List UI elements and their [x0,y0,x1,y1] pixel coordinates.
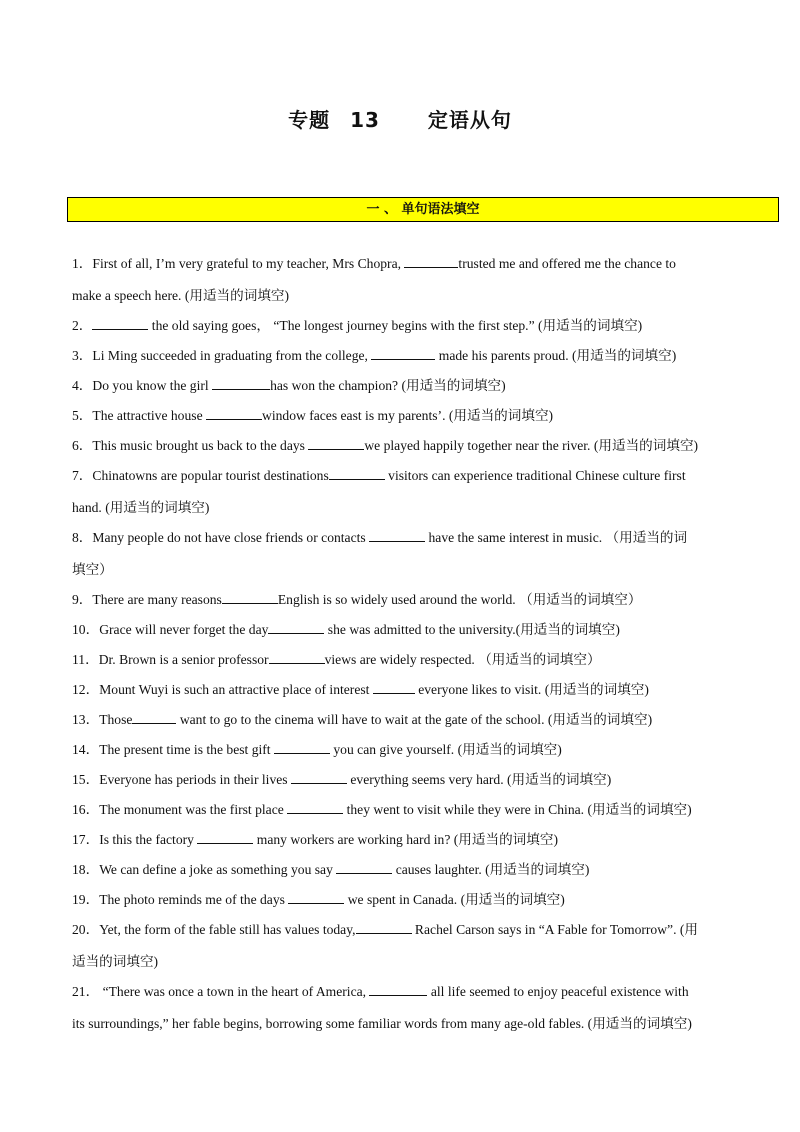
question-item [72,341,732,371]
question-text-after: all life seemed to enjoy peaceful existence with [427,984,689,999]
question-text-after: everyone likes to visit. (用适当的词填空) [414,682,649,697]
question-text-before: Many people do not have close friends or contacts [92,530,370,545]
question-text-before: Yet, the form of the fable still has values today, [99,922,356,937]
question-text-after: many workers are working hard in? (用适当的词填空) [253,832,558,847]
question-text-after: views are widely respected. （用适当的词填空） [324,652,601,667]
question-text-before: The attractive house [92,408,206,423]
question-text-before: This music brought us back to the days [92,438,309,453]
answer-blank[interactable] [369,983,427,996]
question-text-continued: hand. (用适当的词填空) [72,500,210,515]
question-number: 7． [72,468,93,483]
question-text-before: Mount Wuyi is such an attractive place of interest [99,682,373,697]
question-text-before: Do you know the girl [92,378,213,393]
page-title [0,104,800,133]
question-item [72,795,732,825]
question-item [72,311,732,341]
question-item [72,371,732,401]
question-item [72,461,732,523]
question-text-after: causes laughter. (用适当的词填空) [392,862,590,877]
answer-blank[interactable] [197,831,253,844]
question-text-continued: its surroundings,” her fable begins, borrowing some familiar words from many age-old fables. (用适当的词填空) [72,1016,692,1031]
question-text-after: have the same interest in music. （用适当的词 [425,530,688,545]
question-text-before: First of all, I’m very grateful to my teacher, Mrs Chopra, [92,256,405,271]
question-number: 15． [72,772,100,787]
question-text-after: trusted me and offered me the chance to [458,256,676,271]
answer-blank[interactable] [288,891,344,904]
question-item [72,615,732,645]
question-item [72,705,732,735]
question-item [72,855,732,885]
question-text-after: she was admitted to the university.(用适当的词填空) [324,622,620,637]
question-number: 20． [72,922,100,937]
question-text-before: The monument was the first place [99,802,288,817]
question-item [72,765,732,795]
question-item [72,401,732,431]
question-text-before: Chinatowns are popular tourist destinations [92,468,329,483]
question-text-before: Grace will never forget the day [99,622,269,637]
answer-blank[interactable] [274,741,330,754]
question-number: 14． [72,742,100,757]
question-text-before: Those [99,712,133,727]
question-number: 10． [72,622,100,637]
answer-blank[interactable] [336,861,392,874]
question-text-before: “There was once a town in the heart of America, [99,984,370,999]
answer-blank[interactable] [92,317,148,330]
answer-blank[interactable] [371,347,435,360]
answer-blank[interactable] [132,711,176,724]
question-number: 11． [72,652,99,667]
answer-blank[interactable] [369,529,425,542]
question-text-continued: 适当的词填空) [72,954,159,969]
question-number: 3． [72,348,93,363]
title-number: 13 [350,108,380,132]
question-text-before: Everyone has periods in their lives [99,772,291,787]
question-number: 13． [72,712,100,727]
question-text-after: you can give yourself. (用适当的词填空) [329,742,562,757]
question-item [72,675,732,705]
question-item [72,915,732,977]
answer-blank[interactable] [287,801,343,814]
question-text-after: we spent in Canada. (用适当的词填空) [344,892,565,907]
question-number: 1． [72,256,93,271]
question-number: 6． [72,438,93,453]
question-number: 8． [72,530,93,545]
answer-blank[interactable] [308,437,364,450]
question-text-continued: 填空） [72,562,113,577]
question-text-after: window faces east is my parents’. (用适当的词填空) [262,408,554,423]
question-text-after: the old saying goes， “The longest journey begins with the first step.” (用适当的词填空) [148,318,643,333]
question-item [72,249,732,311]
question-item [72,977,732,1039]
question-text-after: English is so widely used around the world. （用适当的词填空） [277,592,642,607]
question-item [72,885,732,915]
question-text-before: The photo reminds me of the days [99,892,289,907]
answer-blank[interactable] [291,771,347,784]
question-text-before: Li Ming succeeded in graduating from the college, [92,348,372,363]
question-text-after: everything seems very hard. (用适当的词填空) [346,772,612,787]
question-text-before: The present time is the best gift [99,742,274,757]
question-number: 12． [72,682,100,697]
question-text-after: made his parents proud. (用适当的词填空) [435,348,677,363]
answer-blank[interactable] [212,377,270,390]
answer-blank[interactable] [356,921,412,934]
question-text-before: There are many reasons [92,592,222,607]
question-number: 5． [72,408,93,423]
question-text-after: we played happily together near the river. (用适当的词填空) [364,438,699,453]
question-text-after: want to go to the cinema will have to wait at the gate of the school. (用适当的词填空) [176,712,653,727]
title-prefix: 专题 [288,108,331,132]
answer-blank[interactable] [329,467,385,480]
question-item [72,735,732,765]
question-number: 16． [72,802,100,817]
title-topic: 定语从句 [427,108,512,132]
answer-blank[interactable] [206,407,262,420]
question-item [72,645,732,675]
question-text-after: they went to visit while they were in China. (用适当的词填空) [343,802,692,817]
question-text-after: Rachel Carson says in “A Fable for Tomorrow”. (用 [411,922,699,937]
question-text-continued: make a speech here. (用适当的词填空) [72,288,290,303]
answer-blank[interactable] [269,651,325,664]
answer-blank[interactable] [373,681,415,694]
question-text-after: has won the champion? (用适当的词填空) [270,378,506,393]
question-item [72,825,732,855]
question-text-after: visitors can experience traditional Chinese culture first [384,468,686,483]
question-number: 4． [72,378,93,393]
answer-blank[interactable] [268,621,324,634]
question-text-before: Is this the factory [99,832,198,847]
question-number: 18． [72,862,100,877]
question-number: 2． [72,318,93,333]
answer-blank[interactable] [404,255,458,268]
question-item [72,585,732,615]
question-text-before: Dr. Brown is a senior professor [98,652,269,667]
question-item [72,431,732,461]
question-number: 17． [72,832,100,847]
question-item [72,523,732,585]
question-number: 21． [72,984,100,999]
question-number: 19． [72,892,100,907]
answer-blank[interactable] [222,591,278,604]
section-heading: 一 、 单句语法填空 [67,197,779,222]
question-text-before: We can define a joke as something you say [99,862,337,877]
question-number: 9． [72,592,93,607]
